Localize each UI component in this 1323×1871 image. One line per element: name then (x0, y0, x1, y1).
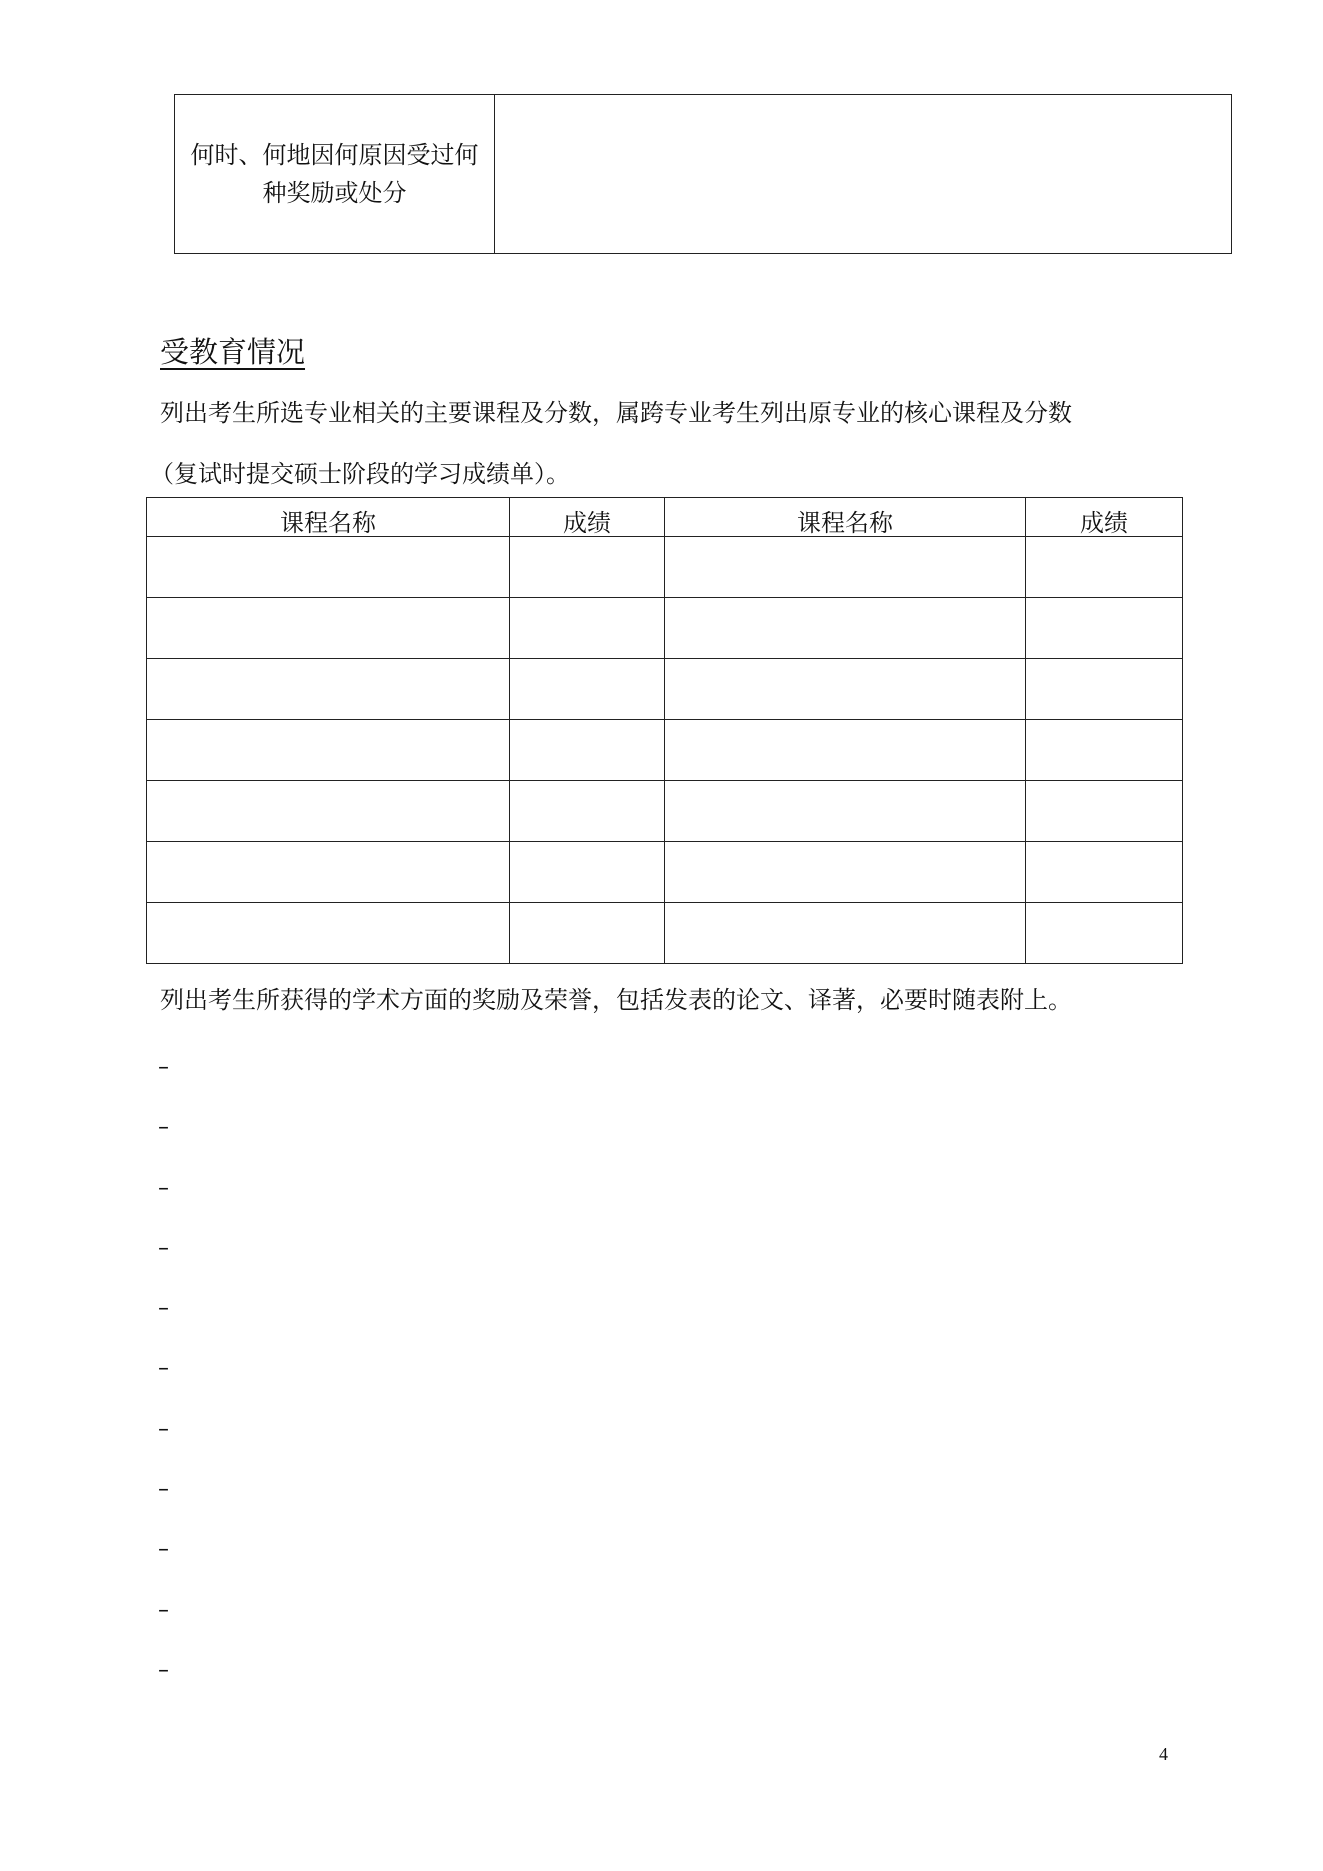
grade-cell[interactable] (510, 598, 665, 659)
course-name-cell[interactable] (665, 720, 1026, 781)
grade-cell[interactable] (1026, 903, 1183, 964)
list-item[interactable]: – (158, 1477, 169, 1503)
course-name-cell[interactable] (665, 659, 1026, 720)
awards-list (158, 1055, 169, 1718)
grade-cell[interactable] (510, 537, 665, 598)
course-name-cell[interactable] (665, 842, 1026, 903)
table-row (147, 903, 1183, 964)
grade-cell[interactable] (1026, 842, 1183, 903)
table-header-row (147, 498, 1183, 537)
header-grade: 成绩 (510, 498, 665, 537)
course-name-cell[interactable] (147, 720, 510, 781)
list-item[interactable]: – (158, 1235, 169, 1261)
list-item[interactable]: – (158, 1296, 169, 1322)
grade-cell[interactable] (1026, 781, 1183, 842)
grade-cell[interactable] (510, 781, 665, 842)
list-item[interactable]: – (158, 1356, 169, 1382)
course-name-cell[interactable] (147, 659, 510, 720)
grade-cell[interactable] (1026, 598, 1183, 659)
course-grades-table (146, 497, 1183, 964)
grade-cell[interactable] (510, 720, 665, 781)
grade-cell[interactable] (1026, 537, 1183, 598)
header-course-name: 课程名称 (147, 498, 510, 537)
course-name-cell[interactable] (147, 598, 510, 659)
list-item[interactable]: – (158, 1597, 169, 1623)
table-row (147, 781, 1183, 842)
course-name-cell[interactable] (147, 903, 510, 964)
course-name-cell[interactable] (665, 781, 1026, 842)
course-name-cell[interactable] (147, 842, 510, 903)
table-row (147, 720, 1183, 781)
list-item[interactable]: – (158, 1657, 169, 1683)
course-name-cell[interactable] (147, 537, 510, 598)
page-number: 4 (1159, 1744, 1168, 1764)
course-name-cell[interactable] (665, 537, 1026, 598)
grade-cell[interactable] (1026, 659, 1183, 720)
section-title-education: 受教育情况 (160, 335, 306, 369)
course-name-cell[interactable] (665, 903, 1026, 964)
list-item[interactable]: – (158, 1055, 169, 1080)
awards-instruction: 列出考生所获得的学术方面的奖励及荣誉，包括发表的论文、译著，必要时随表附上。 (160, 986, 1072, 1014)
grade-cell[interactable] (510, 659, 665, 720)
rewards-punishment-table (174, 94, 1232, 254)
header-course-name: 课程名称 (665, 498, 1026, 537)
course-instruction-line1: 列出考生所选专业相关的主要课程及分数，属跨专业考生列出原专业的核心课程及分数 (160, 399, 1072, 427)
list-item[interactable]: – (158, 1537, 169, 1563)
table-row (147, 842, 1183, 903)
grade-cell[interactable] (1026, 720, 1183, 781)
header-grade: 成绩 (1026, 498, 1183, 537)
table-row (147, 598, 1183, 659)
list-item[interactable]: – (158, 1416, 169, 1442)
course-name-cell[interactable] (665, 598, 1026, 659)
course-name-cell[interactable] (147, 781, 510, 842)
grade-cell[interactable] (510, 903, 665, 964)
grade-cell[interactable] (510, 842, 665, 903)
rewards-punishment-label: 何时、何地因何原因受过何种奖励或处分 (175, 95, 495, 253)
list-item[interactable]: – (158, 1175, 169, 1201)
course-instruction-line2: （复试时提交硕士阶段的学习成绩单）。 (150, 460, 570, 488)
list-item[interactable]: – (158, 1115, 169, 1141)
table-row (147, 659, 1183, 720)
rewards-punishment-value[interactable] (495, 95, 1231, 253)
table-row (147, 537, 1183, 598)
